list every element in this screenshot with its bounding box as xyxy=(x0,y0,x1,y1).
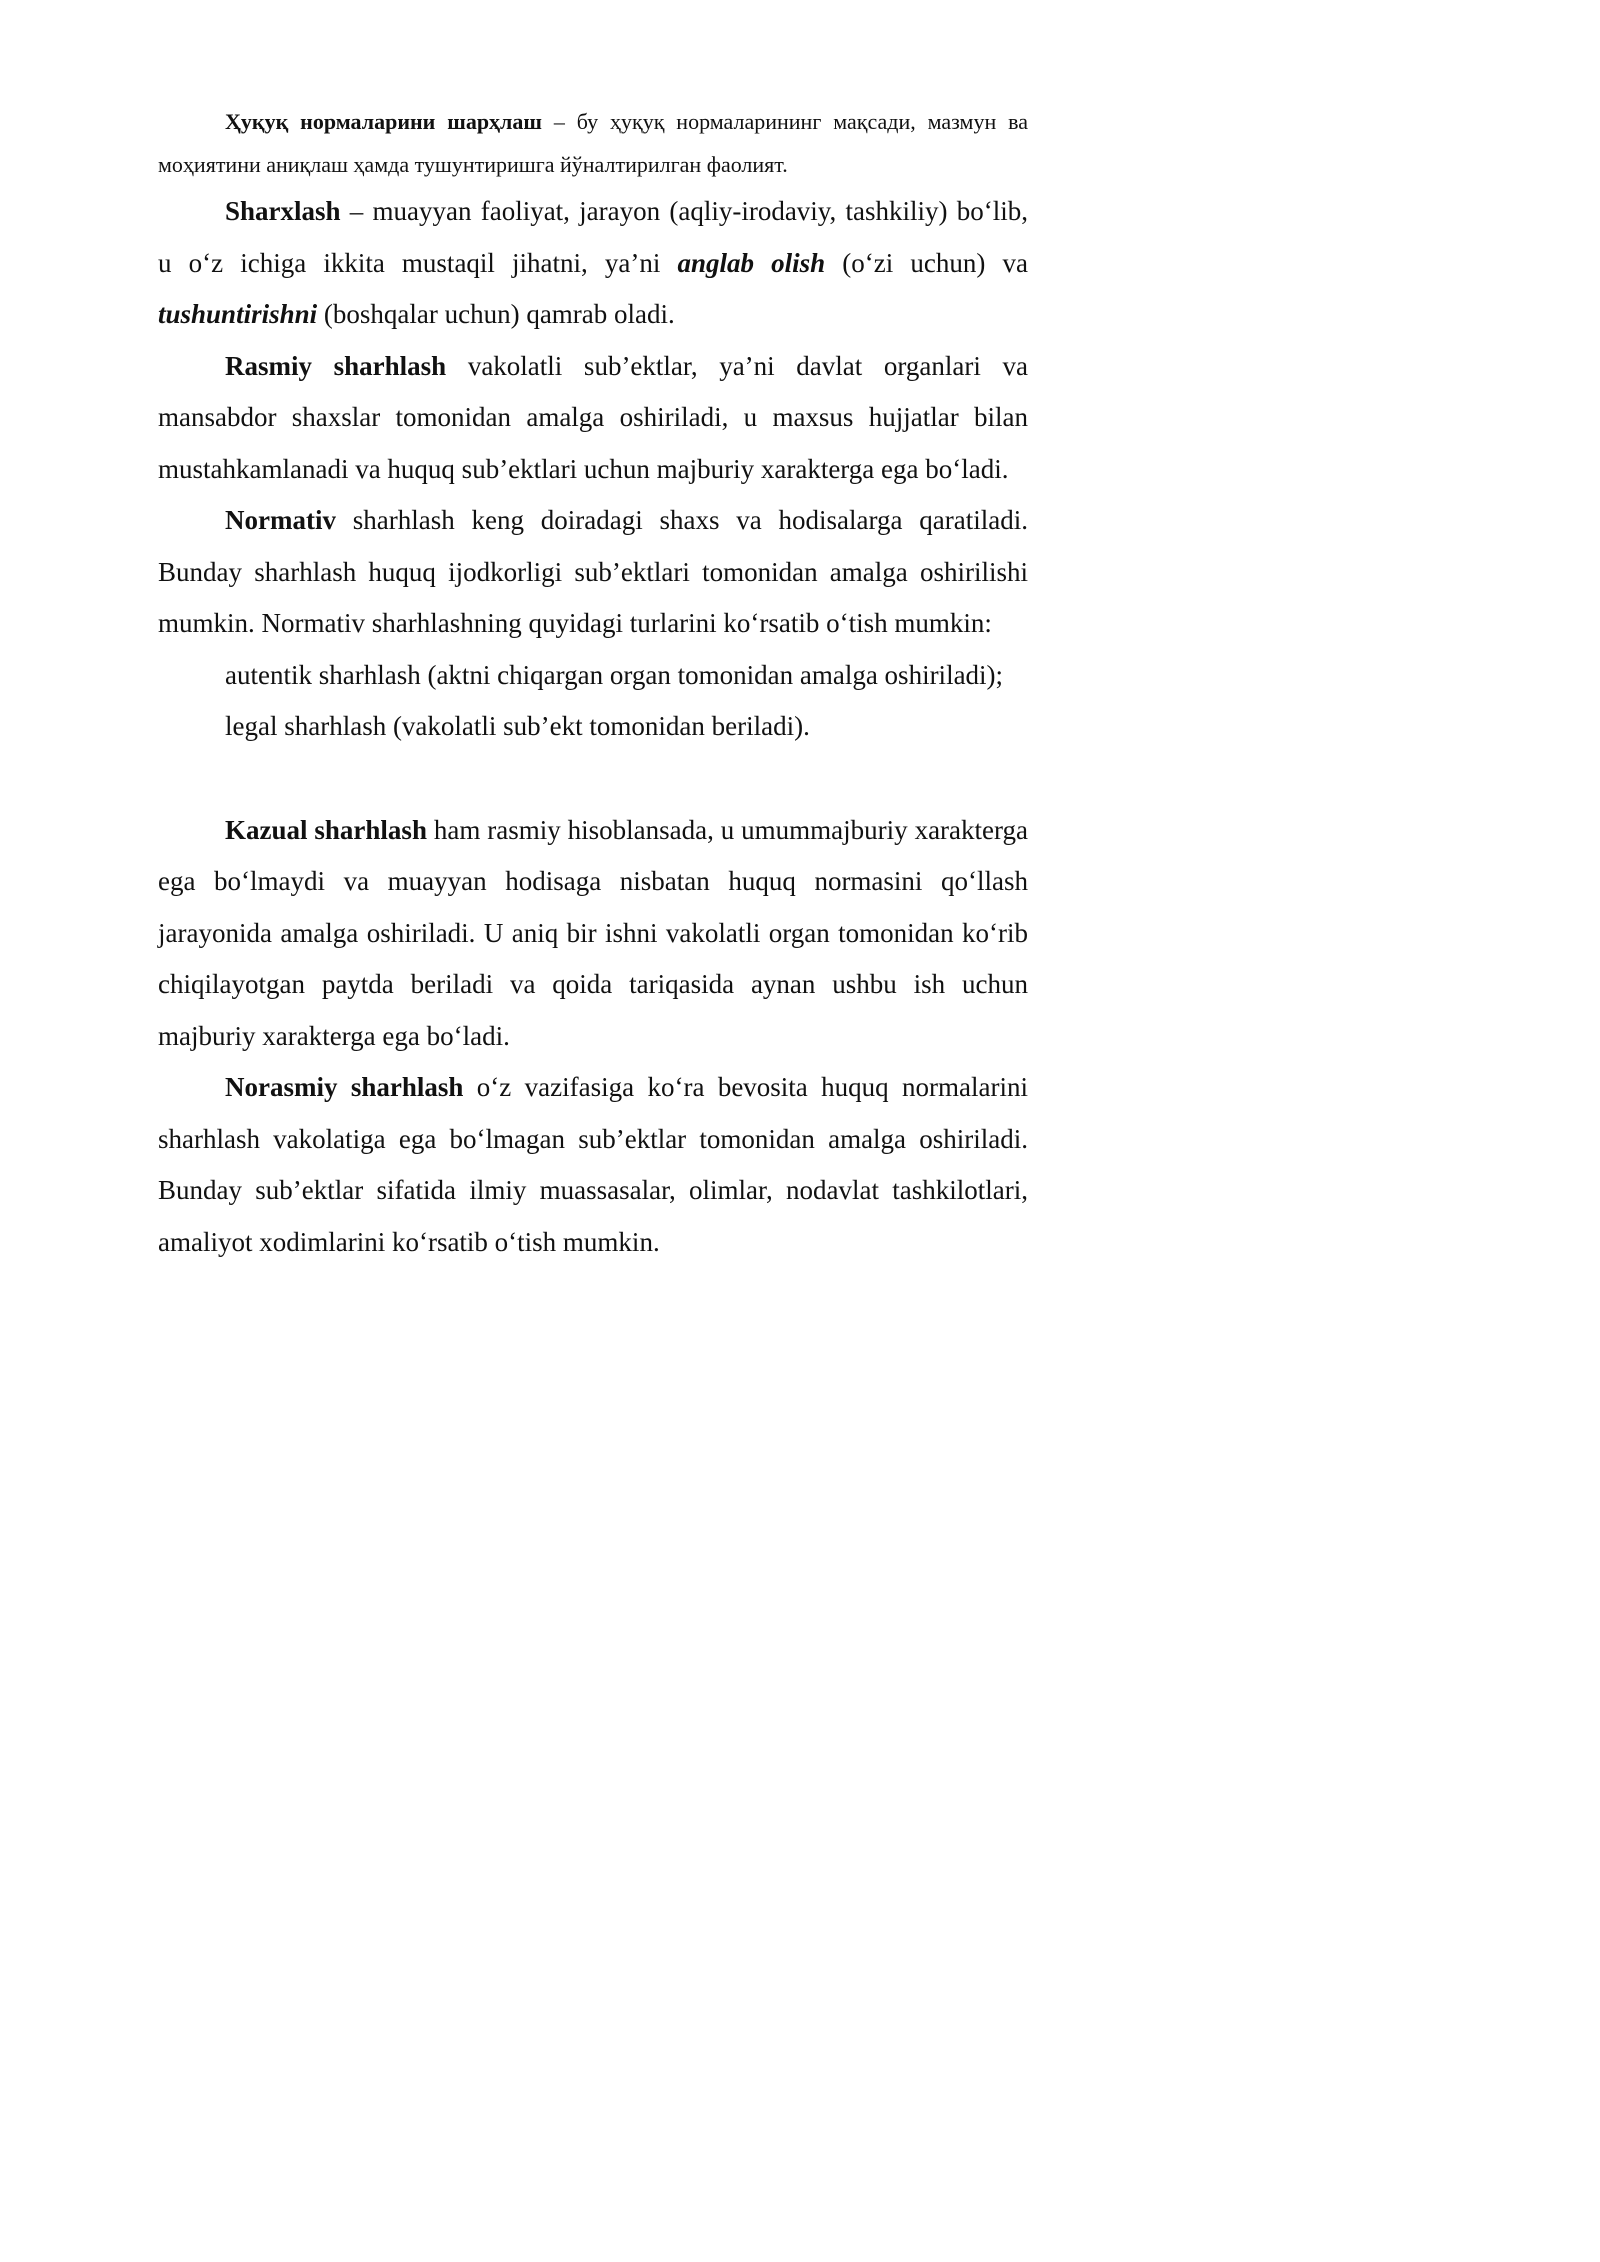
paragraph-text: vakolatli sub’ektlar, ya’ni davlat organlari va mansabdor shaxslar tomonidan amalga oshiriladi, u maxsus hujjatlar bilan mustahkamlanadi va huquq sub’ektlari uchun majburiy xarakterga ega bo‘ladi. xyxy=(158,350,1029,484)
term-bold: Rasmiy sharhlash xyxy=(225,350,447,381)
term-bold: Norasmiy sharhlash xyxy=(225,1072,464,1102)
paragraph-kazual xyxy=(158,805,1028,1063)
paragraph-text: – muayyan faoliyat, jarayon (aqliy-irodaviy, tashkiliy) bo‘lib, u o‘z ichiga ikkita mustaqil jihatni, ya’ni xyxy=(158,196,1028,278)
term-bold: Kazual sharhlash xyxy=(225,814,427,845)
paragraph-autentik xyxy=(158,650,1028,702)
term-bold: Ҳуқуқ нормаларини шарҳлаш xyxy=(225,109,542,134)
paragraph-normativ xyxy=(158,495,1028,650)
paragraph-sharxlash xyxy=(158,186,1028,341)
paragraph-text: autentik sharhlash (aktni chiqargan organ tomonidan amalga oshiriladi); xyxy=(225,659,1004,690)
paragraph-norasmiy xyxy=(158,1062,1028,1268)
blank-line xyxy=(158,753,1028,805)
paragraph-rasmiy xyxy=(158,341,1028,496)
paragraph-text: ham rasmiy hisoblansada, u umummajburiy xarakterga ega bo‘lmaydi va muayyan hodisaga nisbatan huquq normasini qo‘llash jarayonida amalga oshiriladi. U aniq bir ishni vakolatli organ tomonidan ko‘rib chiqilayotgan paytda beriladi va qoida tariqasida aynan ushbu ish uchun majburiy xarakterga ega bo‘ladi. xyxy=(158,814,1028,1051)
paragraph-text: legal sharhlash (vakolatli sub’ekt tomonidan beriladi). xyxy=(225,711,810,741)
term-bold: Sharxlash xyxy=(225,196,341,226)
paragraph-text: sharhlash keng doiradagi shaxs va hodisalarga qaratiladi. Bunday sharhlash huquq ijodkorligi sub’ektlari tomonidan amalga oshirilishi mumkin. Normativ sharhlashning quyidagi turlarini ko‘rsatib o‘tish mumkin: xyxy=(158,505,1028,638)
paragraph-text: o‘z vazifasiga ko‘ra bevosita huquq normalarini sharhlash vakolatiga ega bo‘lmagan sub’ektlar tomonidan amalga oshiriladi. Bunday sub’ektlar sifatida ilmiy muassasalar, olimlar, nodavlat tashkilotlari, amaliyot xodimlarini ko‘rsatib o‘tish mumkin. xyxy=(158,1072,1029,1257)
term-bold: Normativ xyxy=(225,505,336,535)
paragraph-definition-cyrillic xyxy=(158,100,1028,186)
document-page xyxy=(158,100,1028,1268)
paragraph-text: (o‘zi uchun) va xyxy=(825,247,1028,278)
term-emphasis: anglab olish xyxy=(677,247,826,278)
paragraph-text: – бу ҳуқуқ нормаларининг мақсади, мазмун ва моҳиятини аниқлаш ҳамда тушунтиришга йўналтирилган фаолият. xyxy=(158,109,1028,177)
term-emphasis: tushuntirishni xyxy=(158,299,318,329)
paragraph-text: (boshqalar uchun) qamrab oladi. xyxy=(317,299,675,329)
paragraph-legal xyxy=(158,701,1028,753)
